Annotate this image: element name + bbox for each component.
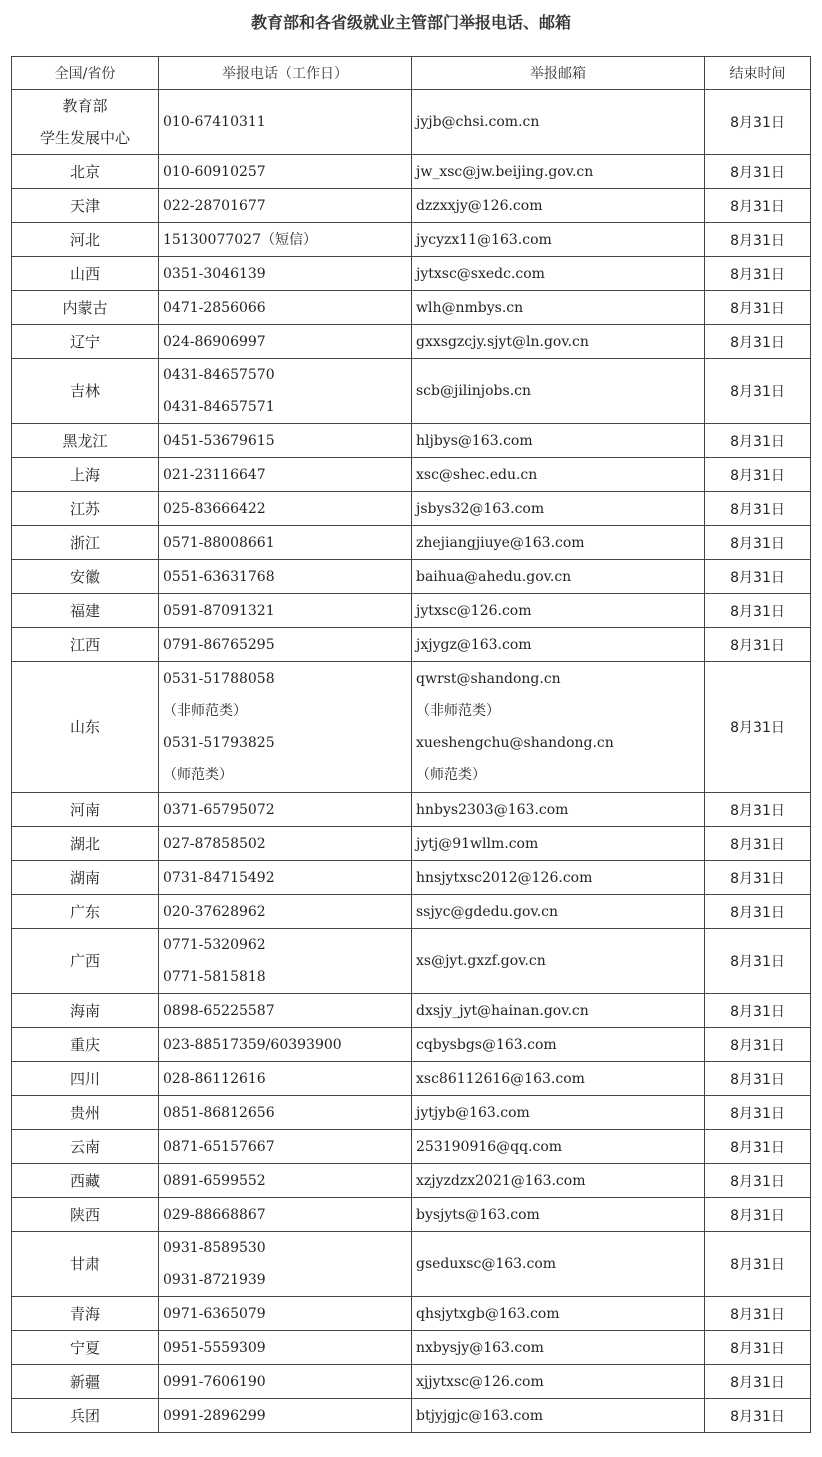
email-cell-line[interactable]: xjjytxsc@126.com <box>416 1373 544 1390</box>
region-cell-line: 甘肃 <box>69 1255 100 1273</box>
phone-cell-line: 010-67410311 <box>163 114 266 130</box>
end-time-cell: 8月31日 <box>705 628 811 662</box>
region-cell-line: 河北 <box>69 230 100 249</box>
region-cell-line: 新疆 <box>69 1372 100 1391</box>
phone-cell <box>159 257 412 291</box>
table-row <box>12 793 811 827</box>
page-title: 教育部和各省级就业主管部门举报电话、邮箱 <box>250 13 571 32</box>
region-cell-line: 上海 <box>69 465 100 484</box>
email-cell-line[interactable]: hnbys2303@163.com <box>416 801 569 818</box>
phone-cell <box>159 1365 412 1399</box>
region-cell <box>12 1096 159 1130</box>
region-cell-line: 江苏 <box>69 499 100 518</box>
phone-cell <box>159 895 412 929</box>
email-cell <box>412 359 705 424</box>
email-cell <box>412 929 705 994</box>
region-cell-line: 安徽 <box>69 567 100 586</box>
table-row <box>12 594 811 628</box>
email-cell <box>412 458 705 492</box>
phone-cell-line: 0771-5320962 <box>163 937 266 953</box>
table-row <box>12 492 811 526</box>
end-time-cell: 8月31日 <box>705 1399 811 1433</box>
phone-cell <box>159 560 412 594</box>
table-row <box>12 458 811 492</box>
region-cell-line: 内蒙古 <box>62 298 108 317</box>
phone-cell <box>159 1232 412 1297</box>
email-cell-line[interactable]: dzzxxjy@126.com <box>416 197 543 214</box>
table-row <box>12 1096 811 1130</box>
phone-cell <box>159 929 412 994</box>
email-cell <box>412 628 705 662</box>
email-cell <box>412 1198 705 1232</box>
phone-cell-line: 0571-88008661 <box>163 534 275 551</box>
phone-cell-line: 0971-6365079 <box>163 1305 266 1322</box>
end-time-cell: 8月31日 <box>705 929 811 994</box>
phone-cell <box>159 1028 412 1062</box>
phone-cell-line: 023-88517359/60393900 <box>163 1036 342 1053</box>
phone-cell-line: 0931-8721939 <box>163 1272 266 1288</box>
table-row <box>12 257 811 291</box>
table-row <box>12 526 811 560</box>
phone-cell <box>159 1130 412 1164</box>
phone-cell <box>159 861 412 895</box>
email-cell <box>412 1331 705 1365</box>
region-cell <box>12 526 159 560</box>
phone-cell-line: 0731-84715492 <box>163 869 275 886</box>
region-cell-line: 四川 <box>69 1069 100 1088</box>
email-cell <box>412 560 705 594</box>
table-row <box>12 895 811 929</box>
region-cell-line: 陕西 <box>69 1205 100 1224</box>
region-cell-line: 海南 <box>69 1001 100 1020</box>
phone-cell <box>159 223 412 257</box>
end-time-cell: 8月31日 <box>705 458 811 492</box>
table-row <box>12 1062 811 1096</box>
end-time-cell: 8月31日 <box>705 492 811 526</box>
phone-cell-line: 0351-3046139 <box>163 265 266 282</box>
table-row <box>12 1164 811 1198</box>
region-cell-line: 广东 <box>69 902 100 921</box>
phone-cell-line: 024-86906997 <box>163 333 266 350</box>
region-cell-line: 吉林 <box>69 382 100 400</box>
phone-cell-line: 027-87858502 <box>163 835 266 852</box>
end-time-cell: 8月31日 <box>705 994 811 1028</box>
email-cell <box>412 594 705 628</box>
region-cell-line: 浙江 <box>69 533 100 552</box>
region-cell <box>12 155 159 189</box>
email-cell <box>412 1297 705 1331</box>
table-row <box>12 1399 811 1433</box>
phone-cell-line: 020-37628962 <box>163 903 266 920</box>
phone-cell <box>159 291 412 325</box>
email-cell-line[interactable]: nxbysjy@163.com <box>416 1339 544 1356</box>
email-cell-line[interactable]: hljbys@163.com <box>416 432 533 449</box>
region-cell-line: 山西 <box>69 264 100 283</box>
phone-cell-line: 0591-87091321 <box>163 602 275 619</box>
table-row <box>12 155 811 189</box>
email-cell-line[interactable]: xsc@shec.edu.cn <box>416 466 538 483</box>
phone-cell-line: 0791-86765295 <box>163 636 275 653</box>
region-cell-line: 辽宁 <box>69 332 100 351</box>
phone-cell <box>159 359 412 424</box>
email-cell-line[interactable]: xueshengchu@shandong.cn <box>416 735 614 751</box>
email-cell-line[interactable]: xzjyzdzx2021@163.com <box>416 1172 586 1189</box>
end-time-cell: 8月31日 <box>705 325 811 359</box>
phone-cell <box>159 424 412 458</box>
region-cell-line: 云南 <box>69 1137 100 1156</box>
email-cell <box>412 492 705 526</box>
email-cell <box>412 1130 705 1164</box>
end-time-cell: 8月31日 <box>705 1062 811 1096</box>
email-cell-line[interactable]: 253190916@qq.com <box>416 1138 563 1155</box>
end-time-cell: 8月31日 <box>705 1096 811 1130</box>
table-row <box>12 291 811 325</box>
email-cell-line[interactable]: bysjyts@163.com <box>416 1206 540 1223</box>
phone-cell-line: 021-23116647 <box>163 466 266 483</box>
table-row <box>12 861 811 895</box>
phone-cell-line: 0431-84657570 <box>163 367 275 383</box>
email-cell <box>412 90 705 155</box>
email-cell-line[interactable]: jsbys32@163.com <box>416 500 545 517</box>
phone-cell <box>159 1331 412 1365</box>
phone-cell <box>159 827 412 861</box>
region-cell-line: 黑龙江 <box>62 431 108 450</box>
region-cell-line: 青海 <box>69 1304 100 1323</box>
region-cell-line: 贵州 <box>69 1103 100 1122</box>
phone-cell-line: 0991-7606190 <box>163 1373 266 1390</box>
table-row <box>12 1198 811 1232</box>
email-cell-line[interactable]: jytj@91wllm.com <box>416 835 539 852</box>
email-cell-line[interactable]: xs@jyt.gxzf.gov.cn <box>416 953 546 969</box>
phone-cell-line: 0551-63631768 <box>163 568 275 585</box>
phone-cell <box>159 1062 412 1096</box>
header-region: 全国/省份 <box>12 57 159 90</box>
region-cell <box>12 827 159 861</box>
table-row <box>12 1028 811 1062</box>
phone-cell-line: （师范类） <box>163 767 233 783</box>
email-cell-line[interactable]: baihua@ahedu.gov.cn <box>416 568 572 585</box>
end-time-cell: 8月31日 <box>705 1331 811 1365</box>
region-cell <box>12 1331 159 1365</box>
region-cell-line: 教育部 <box>62 97 108 115</box>
region-cell <box>12 861 159 895</box>
email-cell <box>412 861 705 895</box>
email-cell <box>412 291 705 325</box>
email-cell <box>412 257 705 291</box>
end-time-cell: 8月31日 <box>705 223 811 257</box>
header-end-time: 结束时间 <box>705 57 811 90</box>
region-cell <box>12 458 159 492</box>
phone-cell-line: 0431-84657571 <box>163 399 275 415</box>
region-cell <box>12 492 159 526</box>
region-cell <box>12 90 159 155</box>
region-cell <box>12 359 159 424</box>
phone-cell-line: 029-88668867 <box>163 1206 266 1223</box>
table-row <box>12 424 811 458</box>
region-cell <box>12 560 159 594</box>
email-cell-line[interactable]: qhsjytxgb@163.com <box>416 1305 560 1322</box>
region-cell <box>12 1028 159 1062</box>
table-row <box>12 628 811 662</box>
phone-cell <box>159 189 412 223</box>
region-cell-line: 学生发展中心 <box>39 129 130 147</box>
table-row <box>12 1232 811 1297</box>
email-cell <box>412 189 705 223</box>
email-cell-line[interactable]: wlh@nmbys.cn <box>416 299 524 316</box>
email-cell <box>412 793 705 827</box>
end-time-cell: 8月31日 <box>705 594 811 628</box>
end-time-cell: 8月31日 <box>705 359 811 424</box>
email-cell-line[interactable]: qwrst@shandong.cn <box>416 671 561 687</box>
email-cell-line[interactable]: btjyjgjc@163.com <box>416 1407 544 1424</box>
end-time-cell: 8月31日 <box>705 155 811 189</box>
end-time-cell: 8月31日 <box>705 526 811 560</box>
table-row <box>12 189 811 223</box>
region-cell-line: 山东 <box>69 718 100 736</box>
header-phone: 举报电话（工作日） <box>159 57 412 90</box>
region-cell <box>12 929 159 994</box>
phone-cell <box>159 628 412 662</box>
region-cell <box>12 994 159 1028</box>
email-cell <box>412 526 705 560</box>
email-cell-line[interactable]: cqbysbgs@163.com <box>416 1036 557 1053</box>
region-cell <box>12 594 159 628</box>
email-cell-line[interactable]: jytjyb@163.com <box>416 1104 530 1121</box>
end-time-cell: 8月31日 <box>705 257 811 291</box>
email-cell <box>412 1232 705 1297</box>
email-cell <box>412 827 705 861</box>
region-cell <box>12 1130 159 1164</box>
phone-cell <box>159 793 412 827</box>
region-cell-line: 湖北 <box>69 834 100 853</box>
table-row <box>12 929 811 994</box>
region-cell-line: 河南 <box>69 800 100 819</box>
end-time-cell: 8月31日 <box>705 895 811 929</box>
end-time-cell: 8月31日 <box>705 189 811 223</box>
phone-cell-line: 0891-6599552 <box>163 1172 266 1189</box>
phone-cell-line: 0931-8589530 <box>163 1240 266 1256</box>
email-cell-line[interactable]: ssjyc@gdedu.gov.cn <box>416 903 559 920</box>
phone-cell-line: 0771-5815818 <box>163 969 266 985</box>
end-time-cell: 8月31日 <box>705 1164 811 1198</box>
end-time-cell: 8月31日 <box>705 793 811 827</box>
region-cell <box>12 1232 159 1297</box>
phone-cell <box>159 1164 412 1198</box>
email-cell <box>412 1062 705 1096</box>
phone-cell-line: 028-86112616 <box>163 1070 266 1087</box>
email-cell-line[interactable]: （非师范类） <box>416 703 500 719</box>
region-cell <box>12 223 159 257</box>
phone-cell-line: 0531-51788058 <box>163 671 275 687</box>
table-row <box>12 827 811 861</box>
region-cell-line: 宁夏 <box>69 1338 100 1357</box>
phone-cell-line: 15130077027（短信） <box>163 231 317 248</box>
phone-cell <box>159 90 412 155</box>
email-cell <box>412 662 705 793</box>
email-cell <box>412 155 705 189</box>
phone-cell-line: 0871-65157667 <box>163 1138 275 1155</box>
phone-cell-line: 0851-86812656 <box>163 1104 275 1121</box>
phone-cell <box>159 662 412 793</box>
region-cell-line: 湖南 <box>69 868 100 887</box>
email-cell-line[interactable]: dxsjy_jyt@hainan.gov.cn <box>416 1002 589 1019</box>
phone-cell-line: 0951-5559309 <box>163 1339 266 1356</box>
email-cell <box>412 1365 705 1399</box>
email-cell <box>412 895 705 929</box>
phone-cell-line: 0451-53679615 <box>163 432 275 449</box>
region-cell <box>12 325 159 359</box>
region-cell-line: 江西 <box>69 635 100 654</box>
region-cell <box>12 1365 159 1399</box>
phone-cell <box>159 458 412 492</box>
email-cell-line[interactable]: （师范类） <box>416 767 486 783</box>
phone-cell <box>159 526 412 560</box>
end-time-cell: 8月31日 <box>705 662 811 793</box>
email-cell-line[interactable]: jycyzx11@163.com <box>416 231 552 248</box>
end-time-cell: 8月31日 <box>705 424 811 458</box>
table-row <box>12 223 811 257</box>
phone-cell <box>159 1198 412 1232</box>
table-row <box>12 359 811 424</box>
table-row <box>12 994 811 1028</box>
region-cell <box>12 628 159 662</box>
region-cell <box>12 1399 159 1433</box>
email-cell <box>412 1164 705 1198</box>
table-row <box>12 325 811 359</box>
table-row <box>12 662 811 793</box>
email-cell-line[interactable]: hnsjytxsc2012@126.com <box>416 869 593 886</box>
email-cell-line[interactable]: scb@jilinjobs.cn <box>416 383 532 399</box>
email-cell-line[interactable]: jyjb@chsi.com.cn <box>416 114 540 130</box>
email-cell <box>412 1028 705 1062</box>
region-cell <box>12 1198 159 1232</box>
phone-cell-line: 0371-65795072 <box>163 801 275 818</box>
header-email: 举报邮箱 <box>412 57 705 90</box>
region-cell <box>12 1164 159 1198</box>
email-cell <box>412 1096 705 1130</box>
table-row <box>12 1297 811 1331</box>
table-row <box>12 1130 811 1164</box>
region-cell <box>12 189 159 223</box>
table-header-row <box>12 57 811 90</box>
region-cell <box>12 793 159 827</box>
email-cell-line[interactable]: gseduxsc@163.com <box>416 1256 557 1272</box>
region-cell <box>12 662 159 793</box>
region-cell <box>12 257 159 291</box>
phone-cell <box>159 594 412 628</box>
phone-cell-line: 025-83666422 <box>163 500 266 517</box>
phone-cell-line: 0531-51793825 <box>163 735 275 751</box>
end-time-cell: 8月31日 <box>705 291 811 325</box>
phone-cell-line: 022-28701677 <box>163 197 266 214</box>
region-cell <box>12 1062 159 1096</box>
phone-cell <box>159 1399 412 1433</box>
phone-cell <box>159 155 412 189</box>
phone-cell <box>159 492 412 526</box>
email-cell-line[interactable]: xsc86112616@163.com <box>416 1070 585 1087</box>
email-cell <box>412 1399 705 1433</box>
region-cell-line: 兵团 <box>69 1406 100 1425</box>
phone-cell <box>159 994 412 1028</box>
phone-cell-line: 0898-65225587 <box>163 1002 275 1019</box>
end-time-cell: 8月31日 <box>705 1130 811 1164</box>
region-cell-line: 福建 <box>69 601 100 620</box>
phone-cell-line: （非师范类） <box>163 703 247 719</box>
email-cell-line[interactable]: gxxsgzcjy.sjyt@ln.gov.cn <box>416 333 589 350</box>
email-cell-line[interactable]: zhejiangjiuye@163.com <box>416 534 585 551</box>
end-time-cell: 8月31日 <box>705 827 811 861</box>
email-cell-line[interactable]: jytxsc@126.com <box>416 602 532 619</box>
email-cell <box>412 424 705 458</box>
end-time-cell: 8月31日 <box>705 560 811 594</box>
region-cell-line: 广西 <box>69 952 100 970</box>
email-cell-line[interactable]: jytxsc@sxedc.com <box>416 265 545 282</box>
region-cell-line: 重庆 <box>69 1035 100 1054</box>
region-cell <box>12 424 159 458</box>
email-cell-line[interactable]: jxjygz@163.com <box>416 636 532 653</box>
region-cell <box>12 291 159 325</box>
table-row <box>12 90 811 155</box>
phone-cell <box>159 1096 412 1130</box>
table-row <box>12 560 811 594</box>
email-cell <box>412 994 705 1028</box>
table-body <box>12 90 811 1433</box>
table-row <box>12 1365 811 1399</box>
region-cell <box>12 1297 159 1331</box>
end-time-cell: 8月31日 <box>705 1198 811 1232</box>
email-cell <box>412 223 705 257</box>
phone-cell-line: 0991-2896299 <box>163 1407 266 1424</box>
end-time-cell: 8月31日 <box>705 1365 811 1399</box>
end-time-cell: 8月31日 <box>705 861 811 895</box>
region-cell-line: 北京 <box>69 162 100 181</box>
end-time-cell: 8月31日 <box>705 90 811 155</box>
end-time-cell: 8月31日 <box>705 1232 811 1297</box>
phone-cell <box>159 325 412 359</box>
report-contacts-table <box>11 56 811 1433</box>
phone-cell-line: 010-60910257 <box>163 163 266 180</box>
end-time-cell: 8月31日 <box>705 1297 811 1331</box>
table-row <box>12 1331 811 1365</box>
end-time-cell: 8月31日 <box>705 1028 811 1062</box>
email-cell <box>412 325 705 359</box>
region-cell-line: 西藏 <box>69 1171 100 1190</box>
phone-cell-line: 0471-2856066 <box>163 299 266 316</box>
region-cell <box>12 895 159 929</box>
phone-cell <box>159 1297 412 1331</box>
email-cell-line[interactable]: jw_xsc@jw.beijing.gov.cn <box>416 163 594 180</box>
region-cell-line: 天津 <box>69 196 100 215</box>
